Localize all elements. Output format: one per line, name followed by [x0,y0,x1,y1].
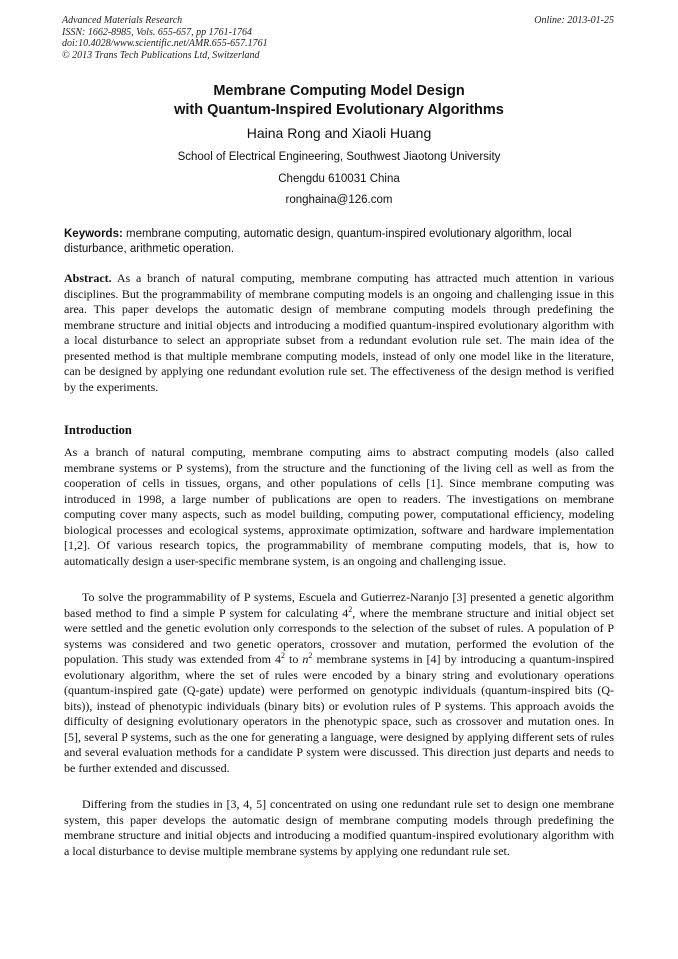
abstract-label: Abstract. [64,271,112,285]
journal-header [62,15,268,61]
keywords [64,227,614,257]
online-date: Online: 2013-01-25 [534,15,614,26]
intro-paragraph-2 [64,590,614,776]
doi-line: doi:10.4028/www.scientific.net/AMR.655-657.1761 [62,38,268,49]
paper-title-line-1: Membrane Computing Model Design [213,83,465,99]
intro-p2-text-d: membrane systems in [4] by introducing a quantum-inspired evolutionary algorithm, where the set of rules were encoded by a binary string and evolutionary operations (quantum-inspired gate (Q-gate) update) were performed on genotypic individuals (quantum-inspired bits (Q-bits)), instead of phenotypic individuals (binary bits) or evolution rules of P systems. This approach avoids the difficulty of designing evolutionary operators in the phenotypic space, such as crossover and mutation ones. In [5], several P systems, such as the one for generating a language, were designed by applying different sets of rules and several evaluation methods for a candidate P system were discussed. This direction just departs and needs to be further extended and discussed. [64,652,614,775]
intro-p2-variable-n: n [302,652,309,666]
intro-p2-superscript: 2 [280,651,285,660]
intro-paragraph-1: As a branch of natural computing, membrane computing aims to abstract computing models (also called membrane systems or P systems), from the structure and the functioning of the living cell as well as from the cooperation of cells in tissues, organs, and other populations of cells [1]. Since membrane computing was introduced in 1998, a large number of publications are open to readers. The investigations on membrane computing cover many aspects, such as model building, computing power, computational efficiency, modeling biological processes and ecological systems, approximate optimization, software and hardware implementation [1,2]. Of various research topics, the programmability of membrane computing models, that is, how to automatically design a user-specific membrane system, is an ongoing and challenging issue. [64,445,614,568]
intro-p2-text-b: , where the membrane structure and initial object set were settled and the genetic evolution only corresponds to the selection of the subset of rules. A population of P systems was considered and two genetic operators, crossover and mutation, performed the evolution of the population. This study was extended from 4 [64,605,614,666]
journal-name: Advanced Materials Research [62,15,183,26]
paper-authors: Haina Rong and Xiaoli Huang [246,125,432,141]
intro-paragraph-3: Differing from the studies in [3, 4, 5] concentrated on using one redundant rule set to design one membrane system, this paper develops the automatic design of membrane computing models through predefining the membrane structure and initial objects and introducing a modified quantum-inspired evolutionary algorithm with a local disturbance to devise multiple membrane systems by applying one redundant rule set. [64,797,614,858]
copyright-line: © 2013 Trans Tech Publications Ltd, Switzerland [62,49,260,61]
intro-p2-text-c: to [284,652,303,666]
affiliation: School of Electrical Engineering, Southwest Jiaotong University [177,151,501,163]
keywords-label: Keywords: [64,228,123,240]
abstract [64,271,614,395]
intro-p2-superscript: 2 [308,651,313,660]
abstract-text: As a branch of natural computing, membrane computing has attracted much attention in various disciplines. But the programmability of membrane computing models is an ongoing and challenging issue in this area. This paper develops the automatic design of membrane computing models through predefining the membrane structure and initial objects and introducing a modified quantum-inspired evolutionary algorithm with a local disturbance to select an appropriate subset from a redundant evolution rule set. The main idea of the presented method is that multiple membrane computing models, instead of only one model like in the literature, can be designed by applying one redundant evolution rule set. The effectiveness of the design method is verified by the experiments. [64,271,614,394]
intro-p2-text-a: To solve the programmability of P systems, Escuela and Gutierrez-Naranjo [3] presented a genetic algorithm based method to find a simple P system for calculating 4 [64,590,614,620]
intro-p2-superscript: 2 [348,604,353,614]
section-heading-introduction: Introduction [64,423,132,437]
affiliation-city: Chengdu 610031 China [278,173,400,185]
keywords-text: membrane computing, automatic design, quantum-inspired evolutionary algorithm, local disturbance, arithmetic operation. [64,228,572,255]
paper-title-line-2: with Quantum-Inspired Evolutionary Algorithms [174,102,504,118]
author-email: ronghaina@126.com [285,194,393,206]
issn-line: ISSN: 1662-8985, Vols. 655-657, pp 1761-1764 [62,26,252,38]
